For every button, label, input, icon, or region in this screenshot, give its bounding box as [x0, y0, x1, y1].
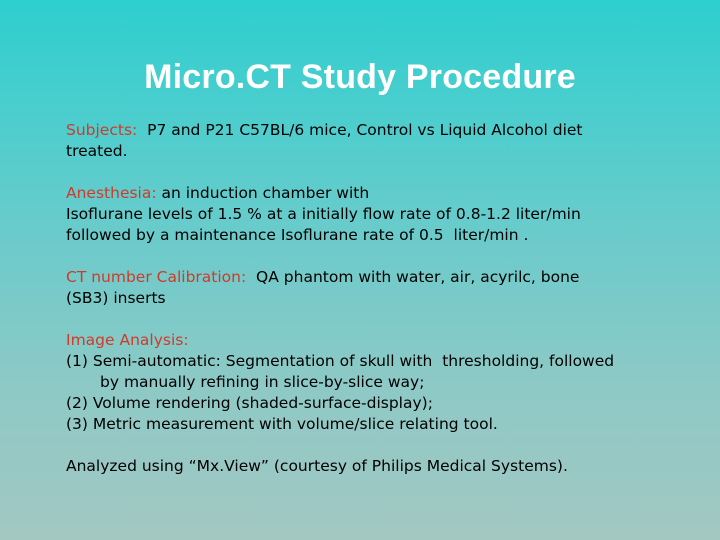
- ct-calibration-section: [66, 267, 686, 309]
- slide-title: Micro.CT Study Procedure: [144, 58, 576, 96]
- image-analysis-item1-line1: (1) Semi-automatic: Segmentation of skull with thresholding, followed: [66, 352, 615, 370]
- anesthesia-line1: an induction chamber with: [156, 184, 370, 202]
- subjects-text-line2: treated.: [66, 142, 128, 160]
- ct-calibration-label: CT number Calibration:: [66, 268, 247, 286]
- image-analysis-item1-line2: by manually refining in slice-by-slice way;: [100, 373, 425, 391]
- anesthesia-line2: Isoflurane levels of 1.5 % at a initially flow rate of 0.8-1.2 liter/min: [66, 205, 581, 223]
- image-analysis-label: Image Analysis:: [66, 331, 189, 349]
- image-analysis-item3: (3) Metric measurement with volume/slice relating tool.: [66, 415, 498, 433]
- anesthesia-label: Anesthesia:: [66, 184, 157, 202]
- subjects-text-line1: P7 and P21 C57BL/6 mice, Control vs Liquid Alcohol diet: [137, 121, 583, 139]
- image-analysis-section: [66, 330, 686, 435]
- slide-content: [66, 120, 686, 477]
- ct-calibration-line2: (SB3) inserts: [66, 289, 166, 307]
- subjects-label: Subjects:: [66, 121, 138, 139]
- footer-note: Analyzed using “Mx.View” (courtesy of Philips Medical Systems).: [66, 457, 568, 475]
- anesthesia-line3: followed by a maintenance Isoflurane rate of 0.5 liter/min .: [66, 226, 529, 244]
- anesthesia-section: [66, 183, 686, 246]
- image-analysis-item2: (2) Volume rendering (shaded-surface-display);: [66, 394, 433, 412]
- ct-calibration-line1: QA phantom with water, air, acyrilc, bone: [246, 268, 580, 286]
- subjects-section: [66, 120, 686, 162]
